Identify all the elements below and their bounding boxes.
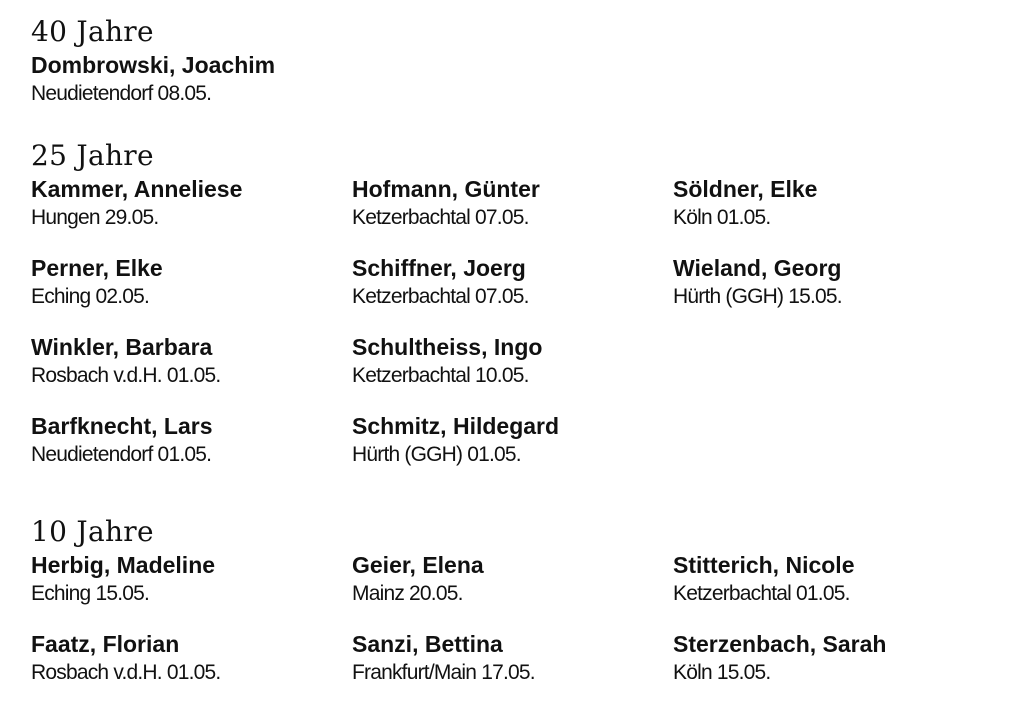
entry-column xyxy=(673,550,973,708)
entry-grid xyxy=(31,174,991,494)
entry-column xyxy=(31,550,331,708)
entry-column xyxy=(352,174,652,490)
location-date: Köln 15.05. xyxy=(673,661,771,684)
section-heading: 40 Jahre xyxy=(31,15,154,48)
list-item xyxy=(673,629,973,708)
list-item xyxy=(352,253,652,332)
list-item xyxy=(352,332,652,411)
person-name: Schmitz, Hildegard xyxy=(352,413,560,439)
person-name: Herbig, Madeline xyxy=(31,552,216,578)
list-item xyxy=(31,629,331,708)
location-date: Eching 15.05. xyxy=(31,582,150,605)
list-item xyxy=(352,174,652,253)
list-item xyxy=(31,332,331,411)
section-10-jahre xyxy=(31,516,991,710)
person-name: Perner, Elke xyxy=(31,255,163,281)
list-item xyxy=(352,411,652,490)
person-name: Dombrowski, Joachim xyxy=(31,52,276,78)
list-item xyxy=(31,253,331,332)
location-date: Neudietendorf 08.05. xyxy=(31,82,212,105)
person-name: Wieland, Georg xyxy=(673,255,842,281)
person-name: Sanzi, Bettina xyxy=(352,631,503,657)
person-name: Söldner, Elke xyxy=(673,176,818,202)
location-date: Frankfurt/Main 17.05. xyxy=(352,661,535,684)
list-item xyxy=(31,50,331,129)
person-name: Schultheiss, Ingo xyxy=(352,334,543,360)
location-date: Neudietendorf 01.05. xyxy=(31,443,212,466)
list-item xyxy=(673,253,973,332)
location-date: Ketzerbachtal 10.05. xyxy=(352,364,529,387)
location-date: Ketzerbachtal 07.05. xyxy=(352,206,529,229)
location-date: Hürth (GGH) 15.05. xyxy=(673,285,842,308)
list-item xyxy=(352,550,652,629)
entry-column xyxy=(31,50,331,129)
person-name: Stitterich, Nicole xyxy=(673,552,855,578)
person-name: Hofmann, Günter xyxy=(352,176,540,202)
list-item xyxy=(31,550,331,629)
person-name: Faatz, Florian xyxy=(31,631,180,657)
list-item xyxy=(31,174,331,253)
location-date: Rosbach v.d.H. 01.05. xyxy=(31,661,221,684)
section-25-jahre xyxy=(31,140,991,494)
person-name: Sterzenbach, Sarah xyxy=(673,631,887,657)
location-date: Ketzerbachtal 01.05. xyxy=(673,582,850,605)
list-item xyxy=(352,629,652,708)
section-40-jahre xyxy=(31,16,991,110)
entry-column xyxy=(31,174,331,490)
entry-grid xyxy=(31,550,991,710)
entry-column xyxy=(673,174,973,332)
entry-grid xyxy=(31,50,991,110)
list-item xyxy=(673,174,973,253)
location-date: Mainz 20.05. xyxy=(352,582,463,605)
section-heading: 25 Jahre xyxy=(31,139,154,172)
person-name: Winkler, Barbara xyxy=(31,334,213,360)
location-date: Rosbach v.d.H. 01.05. xyxy=(31,364,221,387)
person-name: Schiffner, Joerg xyxy=(352,255,526,281)
person-name: Kammer, Anneliese xyxy=(31,176,243,202)
location-date: Köln 01.05. xyxy=(673,206,771,229)
person-name: Barfknecht, Lars xyxy=(31,413,213,439)
person-name: Geier, Elena xyxy=(352,552,484,578)
section-heading: 10 Jahre xyxy=(31,515,154,548)
list-item xyxy=(673,550,973,629)
list-item xyxy=(31,411,331,490)
location-date: Eching 02.05. xyxy=(31,285,150,308)
location-date: Hungen 29.05. xyxy=(31,206,159,229)
location-date: Ketzerbachtal 07.05. xyxy=(352,285,529,308)
entry-column xyxy=(352,550,652,708)
location-date: Hürth (GGH) 01.05. xyxy=(352,443,521,466)
